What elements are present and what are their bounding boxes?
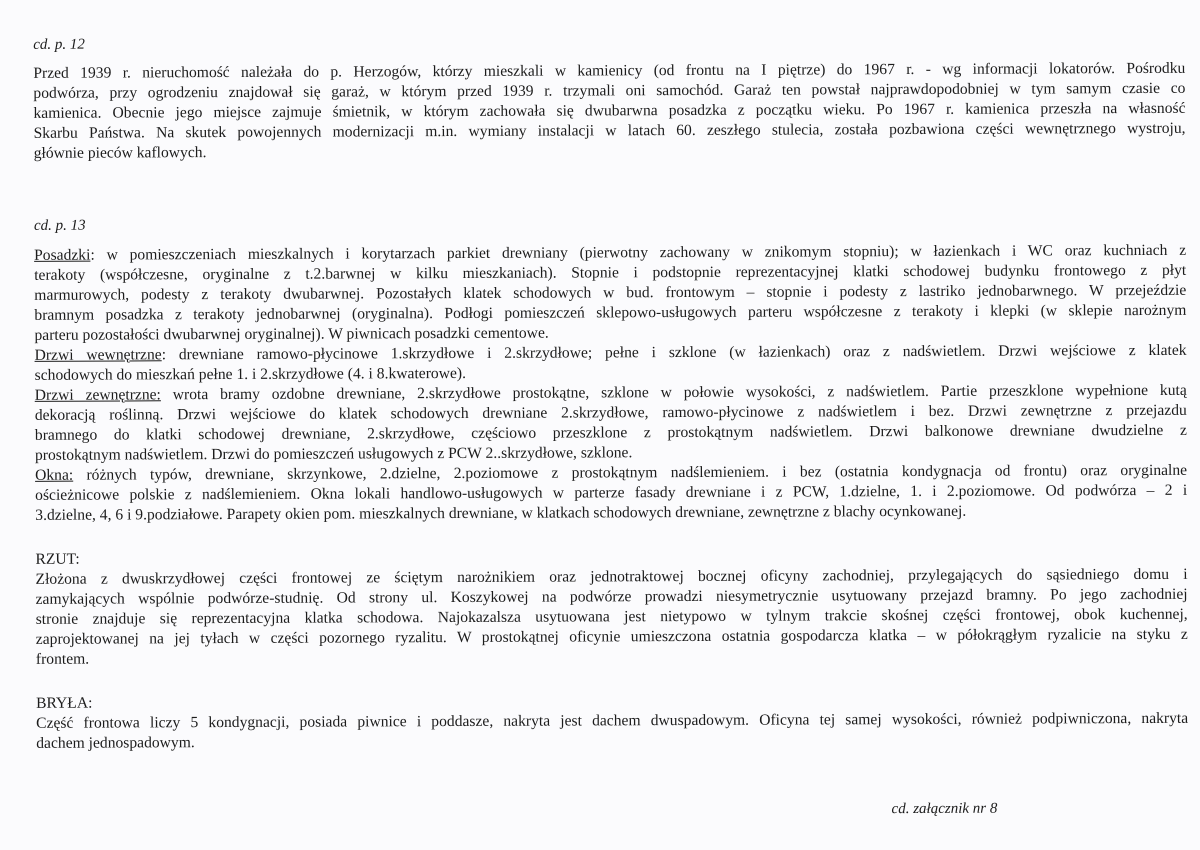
line-text: bramnego do klatki schodowej drewniane, 2.skrzydłowe, częściowo przeszklone z prostokątnym nadświetlem. Drzwi balkonowe drewniane dwudzielne z xyxy=(34,421,1187,444)
line-text: prostokątnym nadświetlem. Drzwi do pomieszczeń usługowych z PCW 2..skrzydłowe, szklone. xyxy=(34,444,633,464)
section-label: Okna: xyxy=(35,466,74,484)
text-line xyxy=(35,501,1187,526)
text-line: głównie pieców kaflowych. xyxy=(33,144,207,162)
line-text: parteru pozostałości dwubarwnej oryginalnej). W piwnicach posadzki cementowe. xyxy=(34,324,549,344)
text-line: zamykających wspólnie podwórze-studnię. Od strony ul. Koszykowej na podwórze prowadzi niesymetrycznie usytuowany przejazd bramny. Po jego zachodniej xyxy=(35,585,1188,608)
line-text: różnych typów, drewniane, skrzynkowe, 2.dzielne, 2.poziomowe z prostokątnym nadślemieniem. i bez (ostatnia kondygnacja od frontu) oraz oryginalne xyxy=(73,461,1188,484)
text-line: frontem. xyxy=(35,650,90,668)
section-label: Posadzki xyxy=(34,246,91,264)
text-line: Część frontowa liczy 5 kondygnacji, posiada piwnice i poddasze, nakryta jest dachem dwuspadowym. Oficyna tej samej wysokości, również podpiwniczona, nakryta xyxy=(36,709,1189,732)
line-text: marmurowych, podesty z terakoty dwubarwnej. Pozostałych klatek schodowych w bud. frontowym – stopnie i podesty z lastriko jednobarwnego. W przejeździe xyxy=(34,281,1187,304)
paragraph-history xyxy=(33,59,1185,164)
text-line: podwórza, przy ogrodzeniu znajdował się garaż, w którym przed 1939 r. trzymali oni samochód. Garaż ten powstał najprawdopodobniej w tym samym czasie co xyxy=(33,79,1186,102)
section-rzut xyxy=(35,545,1188,670)
section-label: Drzwi wewnętrzne xyxy=(34,346,162,364)
ref-cd-p12: cd. p. 12 xyxy=(33,36,85,53)
heading-bryla: BRYŁA: xyxy=(36,694,93,712)
line-text: : w pomieszczeniach mieszkalnych i korytarzach parkiet drewniany (pierwotny zachowany w znikomym stopniu); w łazienkach i WC oraz kuchniach z xyxy=(90,241,1187,264)
paragraph-interior-details xyxy=(34,241,1187,526)
section-label: Drzwi zewnętrzne: xyxy=(34,386,161,404)
heading-rzut: RZUT: xyxy=(35,550,80,568)
text-line: stronie znajduje się reprezentacyjna klatka schodowa. Najokazalsza usytuowana jest nietypowo w tylnym trakcie skośnej części frontowej, obok kuchennej, xyxy=(35,605,1188,628)
text-line: kamienica. Obecnie jego miejsce zajmuje śmietnik, w którym zachowała się dwubarwna posadzka z początku wieku. Po 1967 r. kamienica przeszła na własność xyxy=(33,99,1186,122)
line-text: 3.dzielne, 4, 6 i 9.podziałowe. Parapety okien pom. mieszkalnych drewniane, w klatkach schodowych drewniane, zewnętrzne z blachy ocynkowanej. xyxy=(35,502,967,524)
text-line: dachem jednospadowym. xyxy=(36,734,195,752)
ref-cd-p13: cd. p. 13 xyxy=(33,217,86,234)
text-line: zaprojektowanej na jej tyłach w części pozornego ryzalitu. W prostokątnej oficynie umieszczona ostatnia gospodarcza klatka – w półokrągłym ryzalicie na styku z xyxy=(35,625,1188,648)
line-text: bramnym posadzka z terakoty jednobarwnej (oryginalna). Podłogi pomieszczeń sklepowo-usługowych parteru współczesne z terakoty i klepki (w sklepie narożnym xyxy=(34,301,1187,324)
line-text: ościeżnicowe polskie z nadślemieniem. Okna lokali handlowo-usługowych w parterze fasady drewniane i z PCW, 1.dzielne, 1. i 2.poziomowe. Od podwórza – 2 i xyxy=(35,481,1188,504)
line-text: : drewniane ramowo-płycinowe 1.skrzydłowe i 2.skrzydłowe; pełne i szklone (w łazienkach) oraz z nadświetlem. Drzwi wejściowe z klatek xyxy=(161,341,1187,364)
text-line: Złożona z dwuskrzydłowej części frontowej ze ściętym narożnikiem oraz jednotraktowej bocznej oficyny zachodniej, przylegających do sąsiedniego domu i xyxy=(35,565,1188,588)
line-text: terakoty (współczesne, oryginalne z t.2.barwnej w kilku mieszkaniach). Stopnie i podstopnie reprezentacyjnej klatki schodowej budynku frontowego z płyt xyxy=(34,261,1187,284)
line-text: dekoracją roślinną. Drzwi wejściowe do klatek schodowych drewniane 2.skrzydłowe, ramowo-płycinowe z nadświetlem i bez. Drzwi zewnętrzne z przejazdu xyxy=(34,401,1187,424)
section-bryla xyxy=(36,689,1188,754)
text-line: Skarbu Państwa. Na skutek powojennych modernizacji m.in. wymiany instalacji w latach 60. zeszłego stulecia, została pozbawiona części wewnętrznego wystroju, xyxy=(33,119,1186,142)
line-text: wrota bramy ozdobne drewniane, 2.skrzydłowe prostokątne, szklone w połowie wysokości, z nadświetlem. Partie przeszklone wypełnione kutą xyxy=(160,381,1187,404)
line-text: schodowych do mieszkań pełne 1. i 2.skrzydłowe (4. i 8.kwaterowe). xyxy=(34,364,466,384)
text-line: Przed 1939 r. nieruchomość należała do p. Herzogów, którzy mieszkali w kamienicy (od frontu na I piętrze) do 1967 r. - wg informacji lokatorów. Pośrodku xyxy=(33,59,1186,82)
ref-attachment: cd. załącznik nr 8 xyxy=(891,800,998,818)
